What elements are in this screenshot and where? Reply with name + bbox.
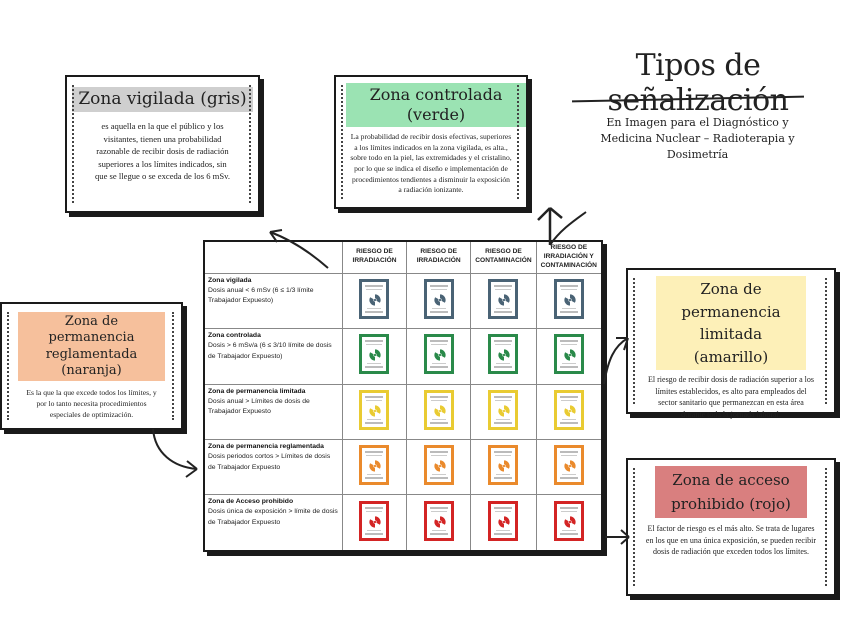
radiation-trefoil-icon <box>564 405 576 417</box>
zone-cell <box>204 495 342 551</box>
box-zona-limitada <box>626 268 836 419</box>
sign-cell <box>536 439 602 494</box>
zone-name: Zona de permanencia reglamentada <box>208 442 324 450</box>
radiation-trefoil-icon <box>498 405 510 417</box>
table-row <box>204 439 602 494</box>
box-title-limitada: Zona de permanencia limitada (amarillo) <box>656 276 806 370</box>
arrow-to-limitada <box>600 330 632 390</box>
zone-name: Zona de permanencia limitada <box>208 387 306 395</box>
zone-name: Zona vigilada <box>208 276 252 284</box>
sign-cell <box>407 384 471 439</box>
zone-description: Dosis > 6 mSv/a (6 ≤ 3/10 límite de dosis de Trabajador Expuesto) <box>208 342 332 360</box>
dotted-border-left <box>633 278 637 404</box>
box-title-controlada: Zona controlada (verde) <box>346 83 526 127</box>
radiation-sign <box>424 501 454 541</box>
box-title-prohibido: Zona de acceso prohibido (rojo) <box>655 466 807 518</box>
box-zona-prohibido <box>626 458 836 596</box>
radiation-sign <box>488 279 518 319</box>
sign-cell <box>407 273 471 328</box>
table-row <box>204 495 602 551</box>
zone-cell <box>204 439 342 494</box>
signage-table <box>203 240 603 552</box>
dotted-border-right <box>825 468 829 586</box>
table-row <box>204 384 602 439</box>
sign-cell <box>407 439 471 494</box>
sign-cell <box>536 495 602 551</box>
dotted-border-right <box>825 278 829 404</box>
sign-cell <box>407 495 471 551</box>
radiation-sign <box>424 334 454 374</box>
dotted-border-left <box>633 468 637 586</box>
radiation-sign <box>359 279 389 319</box>
zone-cell <box>204 384 342 439</box>
sign-cell <box>342 384 406 439</box>
radiation-sign <box>359 390 389 430</box>
sign-cell <box>471 384 536 439</box>
sign-cell <box>471 273 536 328</box>
radiation-trefoil-icon <box>369 294 381 306</box>
radiation-trefoil-icon <box>498 349 510 361</box>
radiation-trefoil-icon <box>369 349 381 361</box>
radiation-trefoil-icon <box>498 516 510 528</box>
dotted-border-left <box>7 312 11 420</box>
box-title-vigilada: Zona vigilada (gris) <box>72 87 252 112</box>
radiation-sign <box>488 445 518 485</box>
sign-cell <box>471 329 536 384</box>
sign-cell <box>471 495 536 551</box>
box-text-controlada: La probabilidad de recibir dosis efectivas, superiores a los límites indicados en la zona vigilada, es alta., sobre todo en la piel, las extremidades y el cristalino, por lo que se indica el diseño e implementación de procedimientos tendientes a disminuir la exposición a radiación ionizante. <box>350 132 512 195</box>
radiation-trefoil-icon <box>434 405 446 417</box>
dotted-border-left <box>72 85 76 203</box>
box-text-limitada: El riesgo de recibir dosis de radiación superior a los límites establecidos, es alto para empleados del sector sanitario que permanezcan en esta área durante toda la jornada laboral. <box>648 375 814 419</box>
arrow-to-controlada <box>520 190 590 250</box>
box-title-reglamentada: Zona de permanencia reglamentada (naranja) <box>18 312 165 381</box>
radiation-trefoil-icon <box>434 294 446 306</box>
page-title: Tipos de señalización <box>607 48 789 118</box>
column-header: RIESGO DE IRRADIACIÓN <box>407 241 471 273</box>
page-subtitle: En Imagen para el Diagnóstico y Medicina Nuclear – Radioterapia y Dosimetría <box>600 116 795 161</box>
dotted-border-right <box>172 312 176 420</box>
sign-cell <box>342 273 406 328</box>
radiation-trefoil-icon <box>369 460 381 472</box>
radiation-trefoil-icon <box>434 516 446 528</box>
sign-cell <box>342 495 406 551</box>
radiation-sign <box>359 334 389 374</box>
radiation-trefoil-icon <box>564 349 576 361</box>
zone-description: Dosis única de exposición > límite de dosis de Trabajador Expuesto <box>208 508 338 526</box>
sign-cell <box>536 273 602 328</box>
radiation-trefoil-icon <box>369 405 381 417</box>
box-text-prohibido: El factor de riesgo es el más alto. Se trata de lugares en los que en una única exposición, se pueden recibir dosis de radiación que exceden todos los límites. <box>645 524 817 557</box>
radiation-trefoil-icon <box>564 516 576 528</box>
column-header: RIESGO DE IRRADIACIÓN Y CONTAMINACIÓN <box>536 241 602 273</box>
radiation-trefoil-icon <box>564 460 576 472</box>
sign-cell <box>536 329 602 384</box>
radiation-sign <box>488 501 518 541</box>
zone-description: Dosis anual < 6 mSv (6 ≤ 1/3 límite Trabajador Expuesto) <box>208 286 314 305</box>
radiation-sign <box>424 390 454 430</box>
zone-description: Dosis periodos cortos > Límites de dosis de Trabajador Expuesto <box>208 452 331 471</box>
sign-cell <box>407 329 471 384</box>
radiation-sign <box>554 445 584 485</box>
radiation-trefoil-icon <box>498 294 510 306</box>
radiation-trefoil-icon <box>434 349 446 361</box>
column-header: RIESGO DE CONTAMINACIÓN <box>471 241 536 273</box>
table-row <box>204 273 602 328</box>
sign-cell <box>536 384 602 439</box>
radiation-trefoil-icon <box>434 460 446 472</box>
box-zona-reglamentada <box>0 302 183 430</box>
box-text-reglamentada: Es la que la que excede todos los límites, y por lo tanto necesita procedimientos especiales de optimización. <box>26 388 157 419</box>
box-text-vigilada: es aquella en la que el público y los visitantes, tienen una probabilidad razonable de recibir dosis de radiación superiores a los límites indicados, sin que se llegue o se exceda de los 6 mSv. <box>95 121 230 182</box>
radiation-sign <box>488 334 518 374</box>
box-zona-controlada <box>334 75 528 209</box>
zone-description: Dosis anual > Límites de dosis de Trabajador Expuesto <box>208 397 310 416</box>
dotted-border-right <box>249 85 253 203</box>
sign-cell <box>471 439 536 494</box>
radiation-sign <box>554 279 584 319</box>
dotted-border-right <box>517 85 521 199</box>
sign-cell <box>342 439 406 494</box>
arrow-to-reglamentada <box>145 425 205 485</box>
radiation-sign <box>554 390 584 430</box>
radiation-trefoil-icon <box>564 294 576 306</box>
arrow-to-vigilada <box>262 218 332 273</box>
zone-cell <box>204 273 342 328</box>
arrow-to-prohibido <box>603 525 633 549</box>
radiation-trefoil-icon <box>369 516 381 528</box>
radiation-sign <box>359 501 389 541</box>
table-row <box>204 329 602 384</box>
radiation-sign <box>554 501 584 541</box>
radiation-sign <box>554 334 584 374</box>
radiation-sign <box>424 279 454 319</box>
radiation-sign <box>424 445 454 485</box>
column-header: RIESGO DE IRRADIACIÓN <box>342 241 406 273</box>
box-zona-vigilada <box>65 75 260 213</box>
zone-name: Zona controlada <box>208 332 261 340</box>
zone-name: Zona de Acceso prohibido <box>208 498 294 506</box>
zone-cell <box>204 329 342 384</box>
radiation-sign <box>488 390 518 430</box>
sign-cell <box>342 329 406 384</box>
radiation-sign <box>359 445 389 485</box>
radiation-trefoil-icon <box>498 460 510 472</box>
dotted-border-left <box>341 85 345 199</box>
